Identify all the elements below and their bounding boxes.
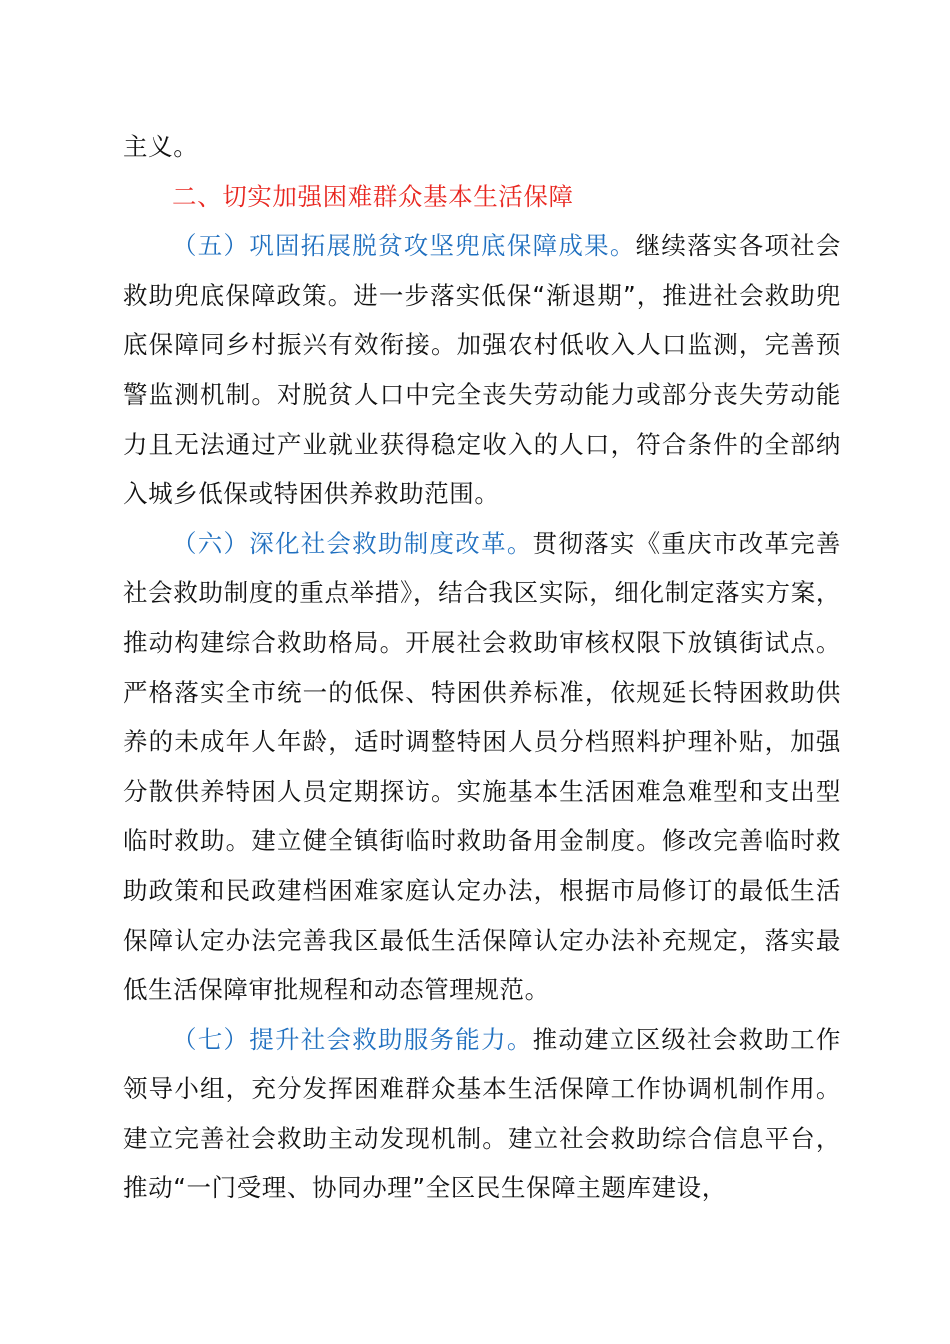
document-body (123, 122, 841, 1213)
paragraph-5 (123, 221, 841, 519)
paragraph-7-body: 推动建立区级社会救助工作领导小组，充分发挥困难群众基本生活保障工作协调机制作用。建立完善社会救助主动发现机制。建立社会救助综合信息平台，推动“一门受理、协同办理”全区民生保障主题库建设， (123, 1024, 841, 1203)
paragraph-7 (123, 1015, 841, 1213)
section-heading: 二、切实加强困难群众基本生活保障 (172, 181, 574, 211)
paragraph-5-title: （五）巩固拓展脱贫攻坚兜底保障成果。 (172, 231, 636, 261)
paragraph-5-body: 继续落实各项社会救助兜底保障政策。进一步落实低保“渐退期”，推进社会救助兜底保障同乡村振兴有效衔接。加强农村低收入人口监测，完善预警监测机制。对脱贫人口中完全丧失劳动能力或部分丧失劳动能力且无法通过产业就业获得稳定收入的人口，符合条件的全部纳入城乡低保或特困供养救助范围。 (123, 231, 841, 509)
paragraph-6-body: 贯彻落实《重庆市改革完善社会救助制度的重点举措》，结合我区实际，细化制定落实方案，推动构建综合救助格局。开展社会救助审核权限下放镇街试点。严格落实全市统一的低保、特困供养标准，依规延长特困救助供养的未成年人年龄，适时调整特困人员分档照料护理补贴，加强分散供养特困人员定期探访。实施基本生活困难急难型和支出型临时救助。建立健全镇街临时救助备用金制度。修改完善临时救助政策和民政建档困难家庭认定办法，根据市局修订的最低生活保障认定办法完善我区最低生活保障认定办法补充规定，落实最低生活保障审批规程和动态管理规范。 (123, 528, 841, 1005)
paragraph-6 (123, 519, 841, 1015)
lead-text: 主义。 (123, 132, 199, 161)
paragraph-6-title: （六）深化社会救助制度改革。 (172, 528, 533, 558)
paragraph-7-title: （七）提升社会救助服务能力。 (172, 1024, 533, 1054)
